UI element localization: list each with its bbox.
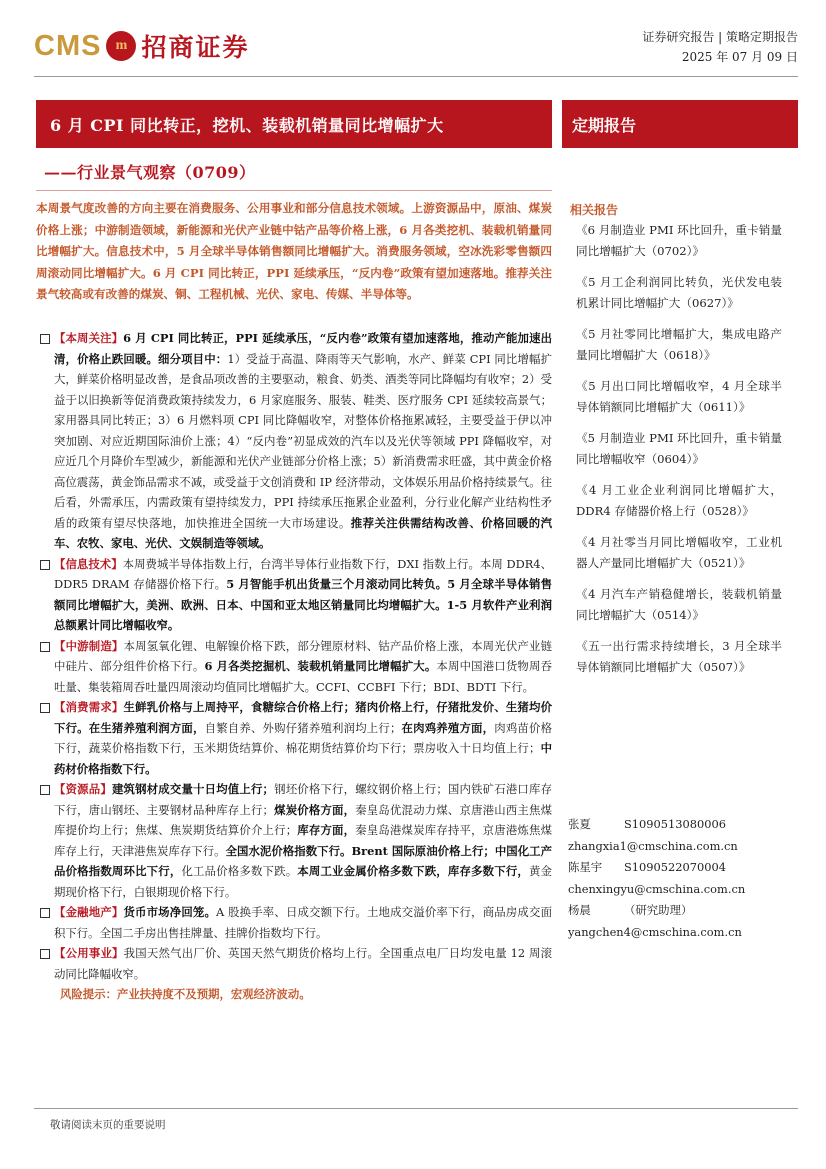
analyst-id: S1090513080006 (624, 817, 727, 831)
analyst-email[interactable]: yangchen4@cmschina.com.cn (568, 924, 742, 939)
analyst-row (568, 857, 798, 879)
analyst-row (568, 814, 798, 836)
related-report-link[interactable]: 《4 月社零当月同比增幅收窄，工业机器人产量同比增幅扩大（0521）》 (576, 535, 782, 570)
section-tag: 【公用事业】 (54, 946, 124, 960)
analyst-name: 张夏 (568, 817, 591, 831)
related-reports-list (576, 220, 782, 688)
related-report-link[interactable]: 《5 月社零同比增幅扩大，集成电路产量同比增幅扩大（0618）》 (576, 327, 782, 362)
section-highlight: 在肉鸡养殖方面， (401, 720, 495, 735)
section-highlight: 全国水泥价格指数下行。Brent 国际原油价格上行；中国化工产品价格指数周环比下行， (54, 843, 552, 878)
checkbox-bullet-icon (40, 642, 50, 652)
section-body: 本周中国港口货物周吞吐量、集装箱周吞吐量四周滚动均值同比增幅扩大。CCFI、CCBFI 下行；BDI、BDTI 下行。 (54, 659, 552, 694)
section-highlight: 建筑钢材成交量十日均值上行； (111, 782, 274, 796)
side-tag-bar (562, 100, 798, 148)
footer-divider (34, 1108, 798, 1109)
section-text (54, 697, 552, 779)
section-text (54, 554, 552, 636)
related-report-link[interactable]: 《5 月工企利润同比转负，光伏发电装机累计同比增幅扩大（0627）》 (576, 275, 782, 310)
analyst-id: （研究助理） (624, 903, 693, 917)
related-report-link[interactable]: 《4 月工业企业利润同比增幅扩大，DDR4 存储器价格上行（0528）》 (576, 483, 782, 518)
checkbox-bullet-icon (40, 560, 50, 570)
section-tag: 【资源品】 (54, 782, 112, 796)
section-body: 本周费城半导体指数上行，台湾半导体行业指数下行，DXI 指数上行。本周 DDR4、DDR5 DRAM 存储器价格下行。 (54, 556, 552, 591)
analyst-email-row (568, 836, 798, 858)
section-body: 我国天然气出厂价、英国天然气期货价格均上行。全国重点电厂日均发电量 12 周滚动同比降幅收窄。 (54, 946, 552, 981)
related-report-link[interactable]: 《6 月制造业 PMI 环比回升，重卡销量同比增幅扩大（0702）》 (576, 223, 782, 258)
section-item (40, 943, 552, 984)
section-tag: 【金融地产】 (54, 905, 124, 919)
section-highlight: 库存方面， (297, 823, 356, 837)
analyst-email-row (568, 922, 798, 944)
section-body: 化工品价格多数下跌。 (181, 864, 298, 878)
report-title-bar (36, 100, 552, 148)
related-report-link[interactable]: 《5 月制造业 PMI 环比回升，重卡销量同比增幅收窄（0604）》 (576, 431, 782, 466)
analyst-email-row (568, 879, 798, 901)
section-item (40, 697, 552, 779)
checkbox-bullet-icon (40, 785, 50, 795)
section-body: 秦皇岛优混动力煤、京唐港山西主焦煤库提价均上行；焦煤、焦炭期货结算价介上行； (54, 802, 552, 837)
section-body: 1）受益于高温、降雨等天气影响，水产、鲜菜 CPI 同比增幅扩大，鲜菜价格明显改善，是食品项改善的主要驱动，粮食、奶类、酒类等同比降幅均有收窄；2）受益于以旧换新等促消费政策持续发力，6 月家庭服务、服装、鞋类、医疗服务 CPI 延续较高景气；家用器具同比转正；3）6 月燃料项 CPI 同比降幅收窄，对整体价格拖累减轻，主要受益于伊以冲突加剧、对应近期国际油价上涨；4）“反内卷”初显成效的汽车以及光伏等领域 PPI 降幅收窄，对应近几个月降价车型减少，新能源和光伏产业链部分价格上涨；5）新消费需求旺盛，其中黄金价格高位震荡，黄金饰品需求不减，或受益于文创消费和 IP 经济带动，文体娱乐用品价格持续景气。往后看，外需承压，内需政策有望持续发力，PPI 持续承压拖累企业盈利，分行业化解产业结构性矛盾的政策有望尽快落地，加快推进全国统一大市场建设。 (54, 351, 552, 530)
section-highlight: 6 月各类挖掘机、装载机销量同比增幅扩大。 (204, 659, 437, 673)
side-tag-label: 定期报告 (572, 115, 637, 135)
analyst-name: 杨晨 (568, 903, 591, 917)
section-highlight: 中药材价格指数下行。 (54, 741, 552, 776)
related-report-link[interactable]: 《五一出行需求持续增长，3 月全球半导体销额同比增幅扩大（0507）》 (576, 639, 782, 674)
footer-note: 敬请阅读末页的重要说明 (50, 1119, 166, 1131)
logo-emblem-icon: m (106, 31, 136, 61)
section-text (54, 636, 552, 698)
analyst-block (568, 814, 798, 943)
analyst-name: 陈星宇 (568, 860, 603, 874)
section-tag: 【本周关注】 (54, 331, 124, 345)
checkbox-bullet-icon (40, 908, 50, 918)
section-body: 钢坯价格下行，螺纹钢价格上行；国内铁矿石港口库存下行，唐山钢坯、主要钢材品种库存上行； (54, 782, 552, 817)
analyst-email[interactable]: zhangxia1@cmschina.com.cn (568, 838, 738, 853)
section-tag: 【中游制造】 (54, 638, 124, 653)
report-date: 2025 年 07 月 09 日 (681, 50, 798, 64)
logo-latin: CMS (34, 29, 102, 62)
section-highlight: 本周工业金属价格多数下跌，库存多数下行， (297, 864, 529, 878)
header-divider (34, 76, 798, 77)
section-item (40, 636, 552, 698)
logo-chinese: 招商证券 (141, 33, 250, 62)
section-item (40, 902, 552, 943)
section-body: 本周氢氧化锂、电解镍价格下跌，部分锂原材料、钴产品价格上涨，本周光伏产业链中硅片、部分组件价格下行。 (54, 638, 552, 673)
subtitle-divider (36, 190, 552, 191)
section-body: 自繁自养、外购仔猪养殖利润均上行； (204, 720, 402, 735)
section-highlight: 6 月 CPI 同比转正，PPI 延续承压，“反内卷”政策有望加速落地，推动产能加速出清，价格止跌回暖。细分项目中： (54, 331, 552, 366)
header-meta (642, 27, 798, 67)
section-highlight: 5 月智能手机出货量三个月滚动同比转负。5 月全球半导体销售额同比增幅扩大，美洲、欧洲、日本、中国和亚太地区销量同比均增幅扩大。1-5 月软件产业利润总额累计同比增幅收窄。 (54, 577, 552, 632)
section-highlight: 推荐关注供需结构改善、价格回暖的汽车、农牧、家电、光伏、文娱制造等领域。 (54, 515, 552, 550)
section-body: 肉鸡苗价格下行，蔬菜价格指数下行，玉米期货结算价、棉花期货结算价均下行；票房收入十日均值上行； (54, 720, 552, 755)
section-item (40, 328, 552, 554)
risk-warning: 风险提示：产业扶持度不及预期，宏观经济波动。 (60, 987, 311, 1001)
section-text (54, 779, 552, 902)
company-logo (34, 26, 249, 66)
section-body: 秦皇岛港煤炭库存持平，京唐港炼焦煤库存上行，天津港焦炭库存下行。 (54, 823, 552, 858)
analyst-row (568, 900, 798, 922)
section-highlight: 煤炭价格方面， (273, 802, 356, 817)
checkbox-bullet-icon (40, 949, 50, 959)
section-tag: 【消费需求】 (54, 700, 124, 714)
checkbox-bullet-icon (40, 334, 50, 344)
body-sections (40, 328, 552, 1005)
report-type: 证券研究报告 | 策略定期报告 (642, 30, 798, 44)
section-text (54, 943, 552, 984)
section-highlight: 生鲜乳价格与上周持平，食糖综合价格上行；猪肉价格上行，仔猪批发价、生猪均价下行。在生猪养殖利润方面， (54, 700, 552, 735)
section-highlight: 货币市场净回笼。 (123, 905, 217, 919)
section-item (40, 779, 552, 902)
related-report-link[interactable]: 《4 月汽车产销稳健增长，装载机销量同比增幅扩大（0514）》 (576, 587, 782, 622)
related-report-link[interactable]: 《5 月出口同比增幅收窄，4 月全球半导体销额同比增幅扩大（0611）》 (576, 379, 782, 414)
section-text (54, 902, 552, 943)
report-title: 6 月 CPI 同比转正，挖机、装载机销量同比增幅扩大 (50, 115, 444, 135)
analyst-id: S1090522070004 (624, 860, 727, 874)
section-item (40, 554, 552, 636)
checkbox-bullet-icon (40, 703, 50, 713)
related-reports-heading: 相关报告 (570, 203, 619, 217)
report-subtitle: ——行业景气观察（0709） (44, 163, 256, 182)
section-body: 黄金期现价格下行，白银期现价格下行。 (54, 864, 552, 899)
section-tag: 【信息技术】 (54, 556, 123, 571)
section-body: A 股换手率、日成交额下行。土地成交溢价率下行，商品房成交面积下行。全国二手房出售挂牌量、挂牌价指数均下行。 (54, 905, 552, 940)
summary-paragraph: 本周景气度改善的方向主要在消费服务、公用事业和部分信息技术领域。上游资源品中，原油、煤炭价格上涨；中游制造领域，新能源和光伏产业链中钴产品等价格上涨，6 月各类挖机、装载机销量同比增幅扩大。信息技术中，5 月全球半导体销售额同比增幅扩大。消费服务领域，空冰洗彩零售额四周滚动同比增幅扩大。6 月 CPI 同比转正，PPI 延续承压，“反内卷”政策有望加速落地。推荐关注景气较高或有改善的煤炭、铜、工程机械、光伏、家电、传媒、半导体等。 (36, 201, 552, 301)
section-text (54, 328, 552, 554)
analyst-email[interactable]: chenxingyu@cmschina.com.cn (568, 881, 746, 896)
